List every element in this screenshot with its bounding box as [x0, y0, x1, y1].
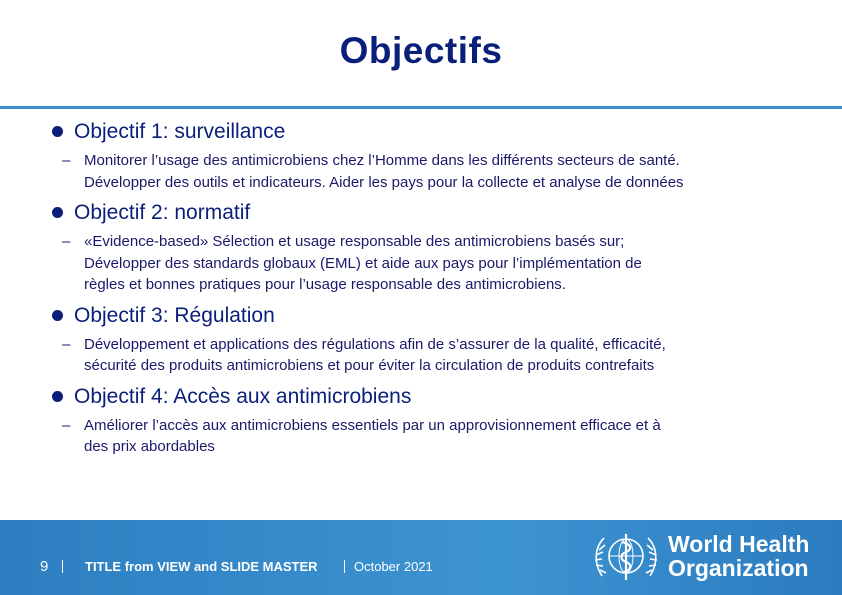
bullet-icon	[52, 207, 63, 218]
dash-marker: –	[62, 416, 71, 434]
dash-marker: –	[62, 335, 71, 353]
objective-item	[48, 302, 808, 377]
objective-heading: Objectif 1: surveillance	[74, 120, 286, 143]
org-name-line1: World Health	[668, 531, 810, 557]
bullet-icon	[52, 126, 63, 137]
detail-line: règles et bonnes pratiques pour l’usage responsable des antimicrobiens.	[84, 276, 566, 293]
footer-separator	[62, 560, 63, 573]
objective-item	[48, 383, 808, 458]
dash-marker: –	[62, 152, 71, 169]
footer-date: October 2021	[354, 559, 433, 574]
objective-heading: Objectif 3: Régulation	[74, 303, 275, 327]
objectives-list	[48, 118, 808, 458]
footer-band	[0, 520, 842, 595]
objective-detail	[48, 231, 808, 296]
detail-line: Améliorer l’accès aux antimicrobiens essentiels par un approvisionnement efficace et à	[84, 416, 661, 434]
detail-line: Développer des standards globaux (EML) et aide aux pays pour l’implémentation de	[84, 254, 642, 272]
title-divider	[0, 106, 842, 109]
objective-item	[48, 118, 808, 193]
bullet-icon	[52, 310, 63, 321]
detail-line: Développer des outils et indicateurs. Aider les pays pour la collecte et analyse de données	[84, 173, 684, 191]
footer-title: TITLE from VIEW and SLIDE MASTER	[85, 559, 318, 574]
detail-line: Monitorer l’usage des antimicrobiens chez l’Homme dans les différents secteurs de santé.	[84, 152, 680, 169]
objective-heading: Objectif 4: Accès aux antimicrobiens	[74, 384, 412, 408]
slide-title: Objectifs	[339, 30, 503, 71]
detail-line: «Evidence-based» Sélection et usage responsable des antimicrobiens basés sur;	[84, 233, 625, 250]
objective-heading: Objectif 2: normatif	[74, 201, 251, 224]
detail-line: des prix abordables	[84, 438, 215, 455]
objective-detail	[48, 150, 808, 193]
objective-detail	[48, 334, 808, 377]
dash-marker: –	[62, 233, 71, 250]
objective-detail	[48, 415, 808, 458]
objective-item	[48, 199, 808, 296]
who-emblem-icon	[592, 526, 660, 588]
bullet-icon	[52, 391, 63, 402]
detail-line: Développement et applications des régulations afin de s’assurer de la qualité, efficacité,	[84, 335, 666, 353]
organization-logo-text	[668, 532, 809, 580]
org-name-line2: Organization	[668, 555, 809, 581]
detail-line: sécurité des produits antimicrobiens et pour éviter la circulation de produits contrefaits	[84, 357, 655, 374]
page-number: 9	[40, 558, 49, 575]
footer-separator	[344, 560, 345, 573]
